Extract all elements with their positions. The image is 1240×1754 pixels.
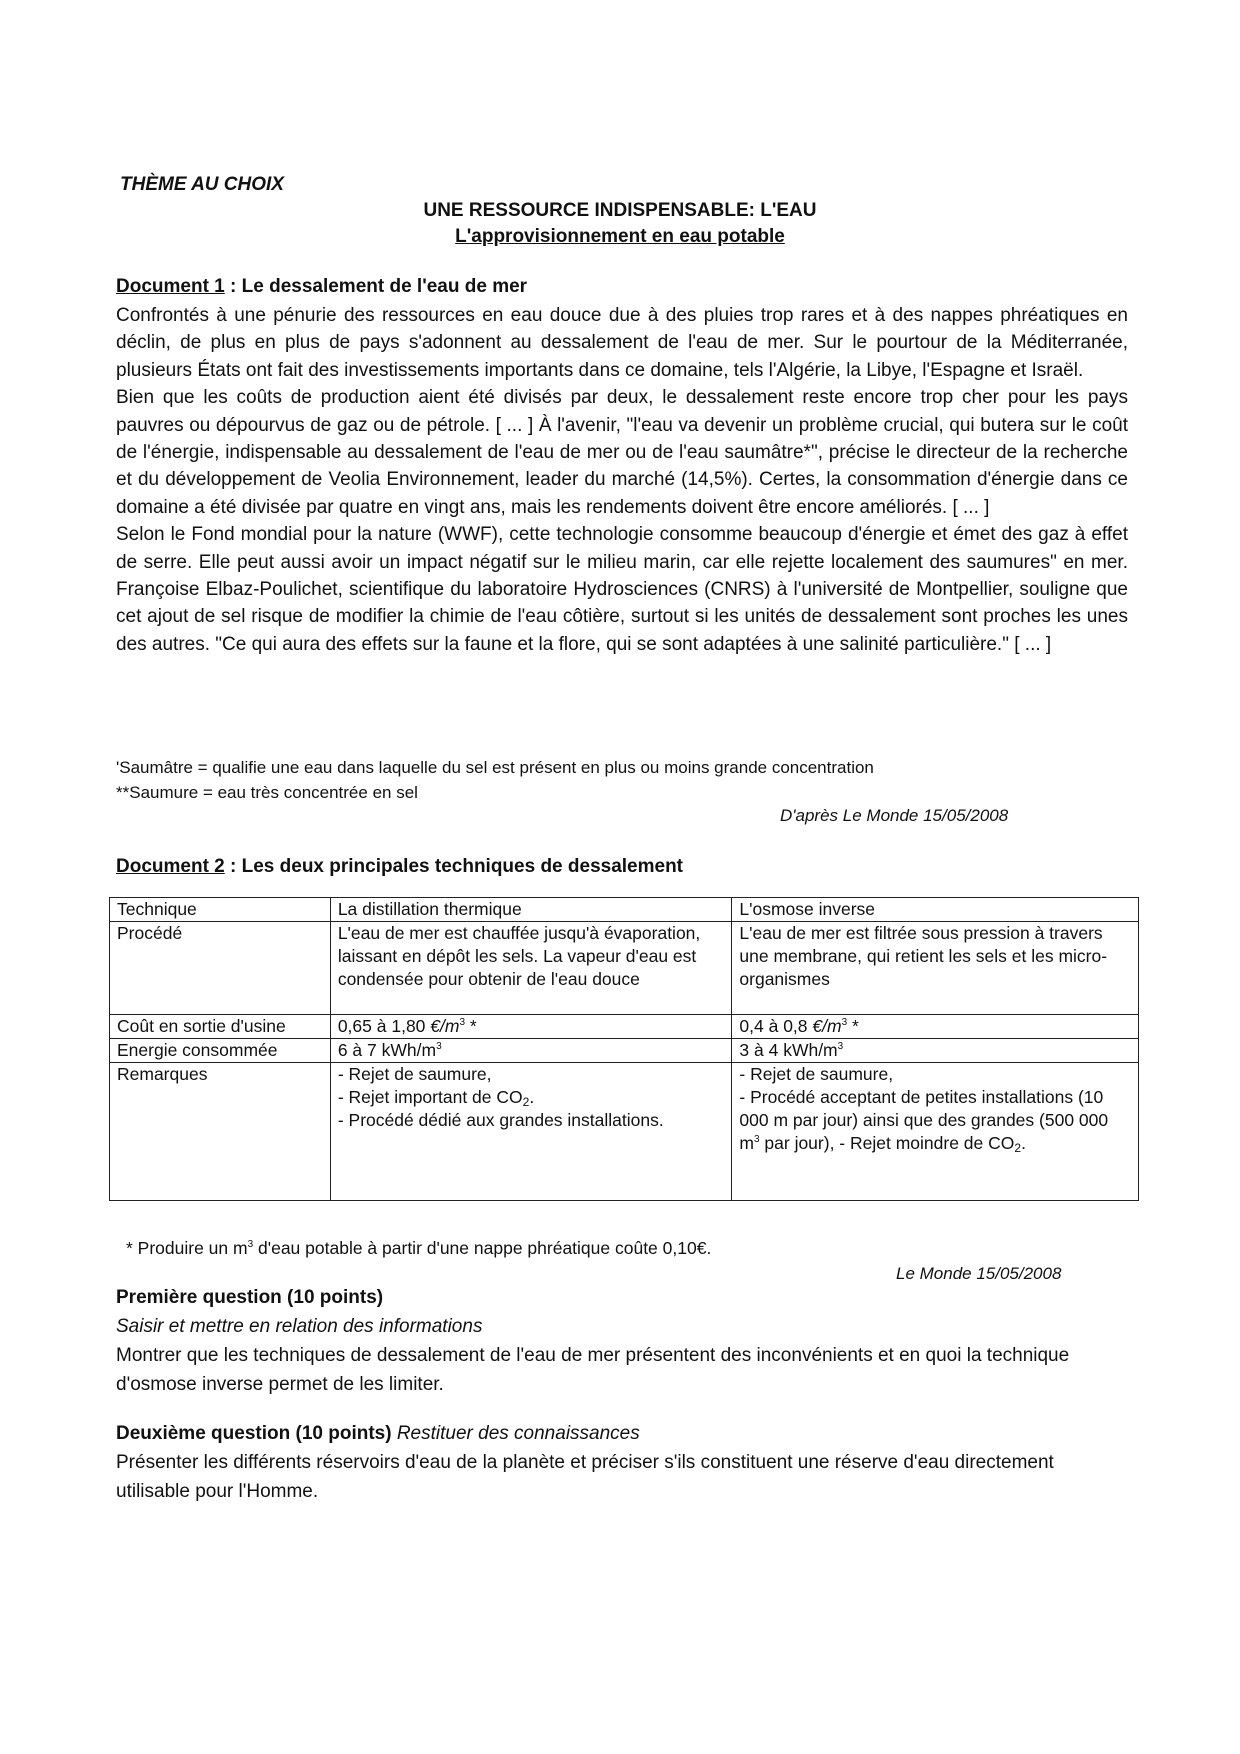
table-cell: Procédé	[110, 922, 331, 1015]
table-cell	[330, 1063, 732, 1201]
table-cell	[732, 1039, 1139, 1063]
remark-line: - Rejet de saumure,	[739, 1064, 894, 1084]
doc1-body	[116, 302, 1128, 658]
cost-value: 0,65 à 1,80	[337, 1016, 431, 1036]
exponent: 3	[247, 1239, 254, 1250]
table-cell: Coût en sortie d'usine	[110, 1015, 331, 1039]
table-row	[110, 1039, 1139, 1063]
table-cell	[732, 1063, 1139, 1201]
footnote-star: *	[126, 1238, 133, 1258]
exponent: 3	[459, 1017, 466, 1028]
q1-text: Montrer que les techniques de dessalement de l'eau de mer présentent des inconvénients et en quoi la technique d'osmose inverse permet de les limiter.	[116, 1345, 1070, 1395]
remark-line: - Rejet de saumure,	[337, 1064, 492, 1084]
remark-line	[739, 1086, 1131, 1155]
doc1-title: : Le dessalement de l'eau de mer	[224, 276, 528, 297]
remark-text: - Rejet important de CO	[337, 1087, 523, 1107]
remark-text: - Procédé acceptant de petites installations (10 000 m par jour) ainsi que des grandes (500 000 m	[739, 1087, 1109, 1153]
exponent: 3	[436, 1041, 442, 1052]
question-2	[116, 1419, 1128, 1506]
q2-heading	[116, 1419, 1128, 1448]
doc1-paragraph: Bien que les coûts de production aient été divisés par deux, le dessalement reste encore trop cher pour les pays pauvres ou dépourvus de gaz ou de pétrole. [ ... ] À l'avenir, "l'eau va devenir un problème crucial, qui butera sur le coût de l'énergie, indispensable au dessalement de l'eau de mer ou de l'eau saumâtre*", précise le directeur de la recherche et du développement de Veolia Environnement, leader du marché (14,5%). Certes, la consommation d'énergie dans ce domaine a été divisée par quatre en vingt ans, mais les rendements doivent être encore améliorés. [ ... ]	[116, 387, 1128, 518]
doc2-heading	[116, 856, 683, 878]
footnote-text: Produire un m	[132, 1238, 248, 1258]
question-1	[116, 1283, 1128, 1399]
subscript: 2	[1014, 1141, 1022, 1155]
table-cell	[330, 1039, 732, 1063]
sub-title: L'approvisionnement en eau potable	[455, 226, 785, 247]
table-cell	[330, 1015, 732, 1039]
energy-value: 3 à 4 kWh/m	[739, 1040, 838, 1060]
q2-text: Présenter les différents réservoirs d'eau de la planète et préciser s'ils constituent une réserve d'eau directement utilisable pour l'Homme.	[116, 1452, 1054, 1502]
cost-star: *	[465, 1016, 477, 1036]
note-saumatre: 'Saumâtre = qualifie une eau dans laquelle du sel est présent en plus ou moins grande concentration	[116, 758, 874, 777]
table-row	[110, 898, 1139, 922]
exponent: 3	[837, 1041, 844, 1052]
table-footnote	[126, 1238, 711, 1259]
cost-star: *	[847, 1016, 859, 1036]
doc1-source: D'après Le Monde 15/05/2008	[780, 806, 1009, 825]
cost-unit: €/m	[812, 1016, 842, 1036]
q1-subtitle: Saisir et mettre en relation des informations	[116, 1316, 483, 1337]
main-title: UNE RESSOURCE INDISPENSABLE: L'EAU	[423, 200, 817, 221]
subscript: 2	[522, 1095, 530, 1109]
table-cell: La distillation thermique	[330, 898, 732, 922]
doc1-label: Document 1	[116, 276, 225, 297]
table-cell: Energie consommée	[110, 1039, 331, 1063]
note-saumure: **Saumure = eau très concentrée en sel	[116, 783, 418, 802]
exponent: 3	[841, 1017, 848, 1028]
table-cell: Remarques	[110, 1063, 331, 1201]
table-cell	[732, 1015, 1139, 1039]
remark-text: .	[1021, 1133, 1026, 1153]
q1-title: Première question (10 points)	[116, 1287, 384, 1308]
remark-line	[338, 1086, 725, 1109]
table-cell: L'eau de mer est chauffée jusqu'à évaporation, laissant en dépôt les sels. La vapeur d'eau est condensée pour obtenir de l'eau douce	[330, 922, 732, 1015]
table-row	[110, 1015, 1139, 1039]
q2-subtitle: Restituer des connaissances	[391, 1423, 640, 1444]
footnote-text: d'eau potable à partir d'une nappe phréatique coûte 0,10€.	[253, 1238, 712, 1258]
table-cell: L'eau de mer est filtrée sous pression à travers une membrane, qui retient les sels et les micro-organismes	[732, 922, 1139, 1015]
cost-unit: €/m	[430, 1016, 460, 1036]
table-row	[110, 922, 1139, 1015]
remark-text: par jour), - Rejet moindre de CO	[759, 1133, 1015, 1153]
doc1-paragraph: Confrontés à une pénurie des ressources en eau douce due à des pluies trop rares et à des nappes phréatiques en déclin, de plus en plus de pays s'adonnent au dessalement de l'eau de mer. Sur le pourtour de la Méditerranée, plusieurs États ont fait des investissements importants dans ce domaine, tels l'Algérie, la Libye, l'Espagne et Israël.	[116, 305, 1128, 381]
exponent: 3	[753, 1134, 760, 1145]
table-cell: L'osmose inverse	[732, 898, 1139, 922]
table-cell: Technique	[110, 898, 331, 922]
remark-line: - Procédé dédié aux grandes installations.	[337, 1110, 664, 1130]
energy-value: 6 à 7 kWh/m	[337, 1040, 437, 1060]
q2-title: Deuxième question (10 points)	[116, 1423, 392, 1444]
cost-value: 0,4 à 0,8	[739, 1016, 813, 1036]
doc2-source: Le Monde 15/05/2008	[896, 1264, 1062, 1283]
theme-label: THÈME AU CHOIX	[120, 174, 284, 195]
doc1-notes	[116, 755, 874, 805]
doc1-heading	[116, 276, 527, 298]
table-row	[110, 1063, 1139, 1201]
doc1-paragraph: Selon le Fond mondial pour la nature (WWF), cette technologie consomme beaucoup d'énergie et émet des gaz à effet de serre. Elle peut aussi avoir un impact négatif sur le milieu marin, car elle rejette localement des saumures" en mer. Françoise Elbaz-Poulichet, scientifique du laboratoire Hydrosciences (CNRS) à l'université de Montpellier, souligne que cet ajout de sel risque de modifier la chimie de l'eau côtière, surtout si les unités de dessalement sont proches les unes des autres. "Ce qui aura des effets sur la faune et la flore, qui se sont adaptées à une salinité particulière." [ ... ]	[116, 524, 1128, 655]
techniques-table	[109, 897, 1139, 1201]
doc2-title: : Les deux principales techniques de dessalement	[224, 856, 684, 877]
remark-text: .	[529, 1087, 535, 1107]
doc2-label: Document 2	[116, 856, 225, 877]
